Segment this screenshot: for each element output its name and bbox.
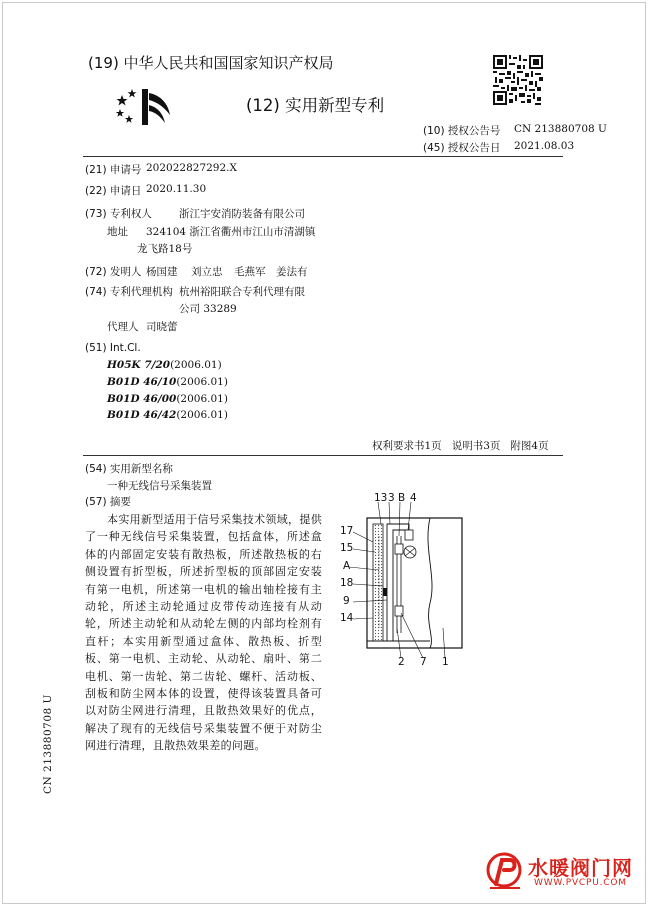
utility-model-title-label: (54) 实用新型名称	[85, 463, 173, 475]
address-line-2: 龙飞路18号	[137, 243, 193, 255]
application-date: 2020.11.30	[146, 183, 207, 195]
ipc-row: B01D 46/10(2006.01)	[107, 376, 228, 388]
office-name: (19) 中华人民共和国国家知识产权局	[88, 54, 334, 72]
application-number-label: (21) 申请号	[85, 164, 142, 176]
publication-date-label: (45) 授权公告日	[423, 142, 501, 154]
figure-label: 18	[340, 577, 354, 589]
figure-label: 7	[420, 656, 427, 668]
watermark-logo-icon	[484, 850, 524, 894]
abstract-body	[85, 511, 322, 755]
abstract-figure	[335, 488, 470, 673]
pages-info: 权利要求书1页 说明书3页 附图4页	[372, 440, 549, 452]
address-label: 地址	[107, 226, 128, 238]
agency-line-2: 公司 33289	[179, 303, 237, 315]
cnipa-logo	[112, 85, 174, 129]
agent: 司晓蕾	[146, 321, 178, 333]
address-line-1: 324104 浙江省衢州市江山市清湖镇	[146, 226, 316, 238]
figure-label: 13	[374, 492, 388, 504]
figure-label: 9	[343, 595, 350, 607]
agency-line-1: 杭州裕阳联合专利代理有限	[179, 286, 305, 298]
publication-number-label: (10) 授权公告号	[423, 125, 501, 137]
application-date-label: (22) 申请日	[85, 185, 142, 197]
inventor-label: (72) 发明人	[85, 266, 142, 278]
utility-model-title: 一种无线信号采集装置	[107, 480, 212, 492]
ipc-row: B01D 46/00(2006.01)	[107, 393, 228, 405]
heat-sink-plate	[373, 524, 383, 641]
ipc-row: B01D 46/42(2006.01)	[107, 409, 228, 421]
watermark-text: 水暖阀门网	[528, 856, 633, 880]
publication-date: 2021.08.03	[514, 140, 575, 152]
agency-label: (74) 专利代理机构	[85, 286, 173, 298]
inventor-1: 杨国建	[146, 266, 178, 278]
abstract-text: 本实用新型适用于信号采集技术领域，提供了一种无线信号采集装置，包括盒体，所述盒体的内部固定安装有散热板，所述散热板的右侧设置有折型板，所述折型板的顶部固定安装有第一电机，所述第一电机的输出轴栓接有主动轮，所述主动轮通过皮带传动连接有从动轮，所述主动轮和从动轮左侧的内部均栓剂有直杆；本实用新型通过盒体、散热板、折型板、第一电机、主动轮、从动轮、扇叶、第二电机、第一齿轮、第二齿轮、螺杆、活动板、刮板和防尘网本体的设置，使得该装置具备可以对防尘网进行清理，且散热效果好的优点，解决了现有的无线信号采集装置不便于对防尘网进行清理，且散热效果差的问题。	[85, 513, 322, 753]
figure-label: A	[343, 560, 351, 572]
inventor-3: 毛燕军	[234, 266, 266, 278]
int-cl-label: (51) Int.Cl.	[85, 342, 141, 354]
application-number: 202022827292.X	[146, 162, 237, 174]
inventor-2: 刘立忠	[191, 266, 223, 278]
figure-label: B	[398, 492, 406, 504]
figure-label: 2	[398, 656, 405, 668]
biblio-divider	[83, 455, 563, 456]
document-type: (12) 实用新型专利	[246, 96, 385, 115]
watermark-url: WWW.PVCPU.COM	[534, 878, 627, 888]
figure-label: 15	[340, 542, 354, 554]
figure-label: 14	[340, 612, 354, 624]
side-publication-number: CN 213880708 U	[42, 694, 54, 794]
publication-number: CN 213880708 U	[514, 123, 607, 135]
qr-code	[493, 55, 543, 105]
inventor-4: 姜法有	[276, 266, 308, 278]
figure-label: 17	[340, 525, 354, 537]
patentee: 浙江宇安消防装备有限公司	[179, 208, 305, 220]
header-divider	[83, 156, 563, 157]
ipc-row: H05K 7/20(2006.01)	[107, 359, 222, 371]
patentee-label: (73) 专利权人	[85, 208, 152, 220]
figure-label: 1	[442, 656, 449, 668]
figure-label: 4	[410, 492, 417, 504]
agent-label: 代理人	[107, 321, 139, 333]
folded-plate	[387, 524, 409, 641]
abstract-label: (57) 摘要	[85, 496, 131, 508]
page-border	[2, 2, 646, 904]
figure-label: 3	[388, 492, 395, 504]
